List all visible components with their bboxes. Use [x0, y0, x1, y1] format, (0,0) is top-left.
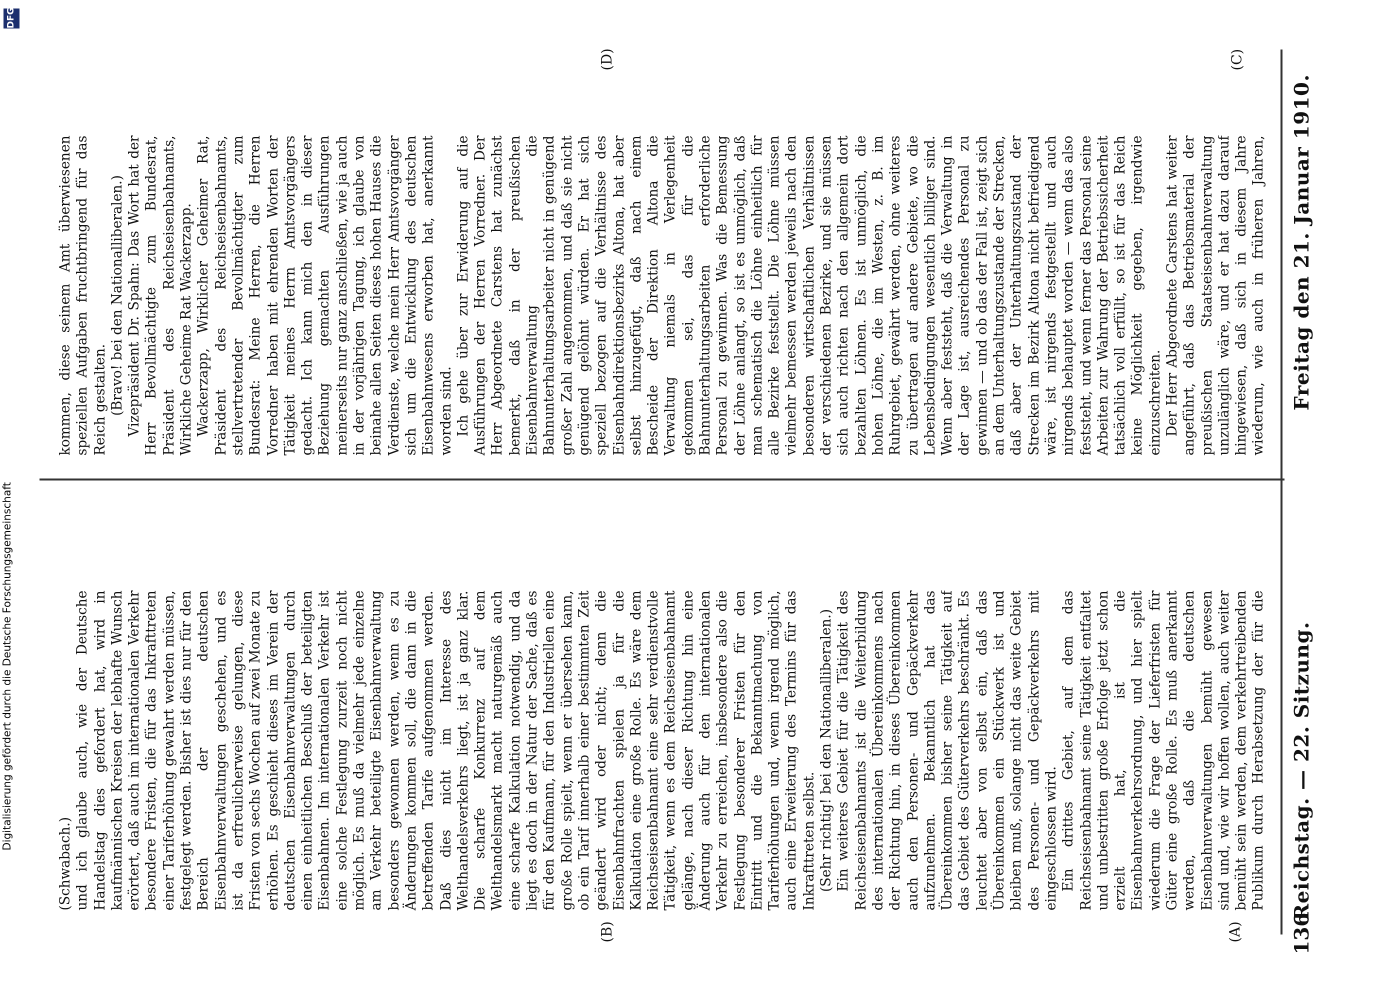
margin-marker-a: (A)	[1227, 921, 1244, 943]
margin-marker-b: (B)	[599, 921, 616, 943]
paragraph: kommen, diese seinem Amt überwiesenen speziellen Aufgaben fruchtbringend für das Reich gestalten.	[57, 135, 109, 456]
page-number: 136	[1289, 912, 1314, 955]
dfg-logo: DFG	[4, 9, 20, 29]
left-column	[58, 591, 1268, 911]
paragraph: Wackerzapp, Wirklicher Geheimer Rat, Präsident des Reichseisenbahnamts, stellvertretender Bevollmächtigter zum Bundesrat: Meine Herren, die Herren Vorredner haben mit ehrenden Worten der Tätigkeit meines Herrn Amtsvorgängers gedacht. Ich kann mich den in dieser Beziehung gemachten Ausführungen meinerseits nur ganz anschließen, wie ja auch in der vorjährigen Tagung, ich glaube von beinahe allen Seiten dieses hohen Hauses die Verdienste, welche mein Herr Amtsvorgänger sich um die Entwicklung des deutschen Eisenbahnwesens erworben hat, anerkannt worden sind.	[195, 135, 455, 456]
paragraph: Ein weiteres Gebiet für die Tätigkeit des Reichseisenbahnamts ist die Weiterbildung des internationalen Übereinkommens nach der Richtung hin, in dieses Übereinkommen auch den Personen- und Gepäckverkehr aufzunehmen. Bekanntlich hat das Übereinkommen bisher seine Tätigkeit auf das Gebiet des Güterverkehrs beschränkt. Es leuchtet aber von selbst ein, daß das Übereinkommen ein Stückwerk ist und bleiben muß, solange nicht das weite Gebiet des Personen- und Gepäckverkehrs mit eingeschlossen wird.	[835, 590, 1060, 911]
paragraph: Der Herr Abgeordnete Carstens hat weiter angeführt, daß das Betriebsmaterial der preußischen Staatseisenbahnverwaltung unzulänglich wäre, und er hat dazu darauf hingewiesen, daß sich in diesem Jahre wiederum, wie auch in früheren Jahren,	[1164, 135, 1267, 456]
rotated-page	[0, 1, 1383, 1001]
header-left-title: Reichstag. — 22. Sitzung.	[1289, 621, 1314, 921]
paragraph: Vizepräsident Dr. Spahn: Das Wort hat der Herr Bevollmächtigte zum Bundesrat, Präsident des Reichseisenbahnamts, Wirkliche Geheime Rat Wackerzapp.	[126, 135, 195, 456]
interjection: (Bravo! bei den Nationalliberalen.)	[109, 175, 126, 416]
margin-marker-d: (D)	[599, 48, 616, 71]
speaker-tag: (Schwabach.)	[57, 816, 74, 911]
paragraph: Ein drittes Gebiet, auf dem das Reichseisenbahnamt seine Tätigkeit entfaltet und unbestritten große Erfolge jetzt schon erzielt hat, ist die Eisenbahnverkehrsordnung, und hier spielt wiederum die Frage der Lieferfristen für Güter eine große Rolle. Es muß anerkannt werden, daß die deutschen Eisenbahnverwaltungen bemüht gewesen sind und, wie wir hoffen wollen, auch weiter bemüht sein werden, dem verkehrtreibenden Publikum durch Herabsetzung der für die	[1060, 590, 1267, 911]
interjection: (Sehr richtig! bei den Nationalliberalen.)	[818, 609, 835, 892]
digitization-note: Digitalisierung gefördert durch die Deutsche Forschungsgemeinschaft	[1, 482, 14, 851]
paragraph: und ich glaube auch, wie der Deutsche Handelstag dies gefordert hat, wird in kaufmännischen Kreisen der lebhafte Wunsch erörtert, daß auch im internationalen Verkehr besondere Fristen, die für das Inkrafttreten einer Tariferhöhung gewahrt werden müssen, festgelegt werden. Bisher ist dies nur für den Bereich der deutschen Eisenbahnverwaltungen geschehen, und es ist da erfreulicherweise gelungen, diese Fristen von sechs Wochen auf zwei Monate zu erhöhen. Es geschieht dieses im Verein der deutschen Eisenbahnverwaltungen durch einen einheitlichen Beschluß der beteiligten Eisenbahnen. Im internationalen Verkehr ist eine solche Festlegung zurzeit noch nicht möglich. Es muß da vielmehr jede einzelne am Verkehr beteiligte Eisenbahnverwaltung besonders gewonnen werden, wenn es zu Änderungen kommen soll, die dann in die betreffenden Tarife aufgenommen werden. Daß dies nicht im Interesse des Welthandelsverkehrs liegt, ist ja ganz klar. Die scharfe Konkurrenz auf dem Welthandelsmarkt macht naturgemäß auch eine scharfe Kalkulation notwendig, und da liegt es doch in der Natur der Sache, daß es für den Kaufmann, für den Industriellen eine große Rolle spielt, wenn er übersehen kann, ob ein Tarif innerhalb einer bestimmten Zeit geändert wird oder nicht; denn die Eisenbahnfrachten spielen ja für die Kalkulation eine große Rolle. Es wäre dem Reichseisenbahnamt eine sehr verdienstvolle Tätigkeit, wenn es dem Reichseisenbahnamt gelänge, nach dieser Richtung hin eine Änderung auch für den internationalen Verkehr zu erreichen, insbesondere also die Festlegung besonderer Fristen für den Eintritt und die Bekanntmachung von Tariferhöhungen und, wenn irgend möglich, auch eine Erweiterung des Termins für das Inkrafttreten selbst.	[74, 590, 818, 911]
column-divider	[40, 479, 1285, 481]
right-column	[58, 136, 1268, 456]
header-rule	[1281, 50, 1283, 935]
header-right-title: Freitag den 21. Januar 1910.	[1289, 74, 1314, 411]
paragraph: Ich gehe über zur Erwiderung auf die Ausführungen der Herren Vorredner. Der Herr Abgeordnete Carstens hat zunächst bemerkt, daß in der preußischen Eisenbahnverwaltung die Bahnunterhaltungsarbeiter nicht in genügend großer Zahl angenommen, und daß sie nicht genügend gelöhnt würden. Er hat sich speziell bezogen auf die Verhältnisse des Eisenbahndirektionsbezirks Altona, hat aber selbst hinzugefügt, daß nach einem Bescheide der Direktion Altona die Verwaltung niemals in Verlegenheit gekommen sei, das für die Bahnunterhaltungsarbeiten erforderliche Personal zu gewinnen. Was die Bemessung der Löhne anlangt, so ist es unmöglich, daß man schematisch die Löhne einheitlich für alle Bezirke feststellt. Die Löhne müssen vielmehr bemessen werden jeweils nach den besonderen wirtschaftlichen Verhältnissen der verschiedenen Bezirke, und sie müssen sich auch richten nach den allgemein dort bezahlten Löhnen. Es ist unmöglich, die hohen Löhne, die im Westen, z. B. im Ruhrgebiet, gewährt werden, ohne weiteres zu übertragen auf andere Gebiete, wo die Lebensbedingungen wesentlich billiger sind. Wenn aber feststeht, daß die Verwaltung in der Lage ist, ausreichendes Personal zu gewinnen — und ob das der Fall ist, zeigt sich an dem Unterhaltungszustande der Strecken, daß aber der Unterhaltungszustand der Strecken im Bezirk Altona nicht befriedigend wäre, ist nirgends festgestellt und auch nirgends behauptet worden — wenn das also feststeht, und wenn ferner das Personal seine Arbeiten zur Wahrung der Betriebssicherheit tatsächlich voll erfüllt, so ist für das Reich keine Möglichkeit gegeben, irgendwie einzuschreiten.	[455, 135, 1164, 456]
margin-marker-c: (C)	[1229, 48, 1246, 71]
